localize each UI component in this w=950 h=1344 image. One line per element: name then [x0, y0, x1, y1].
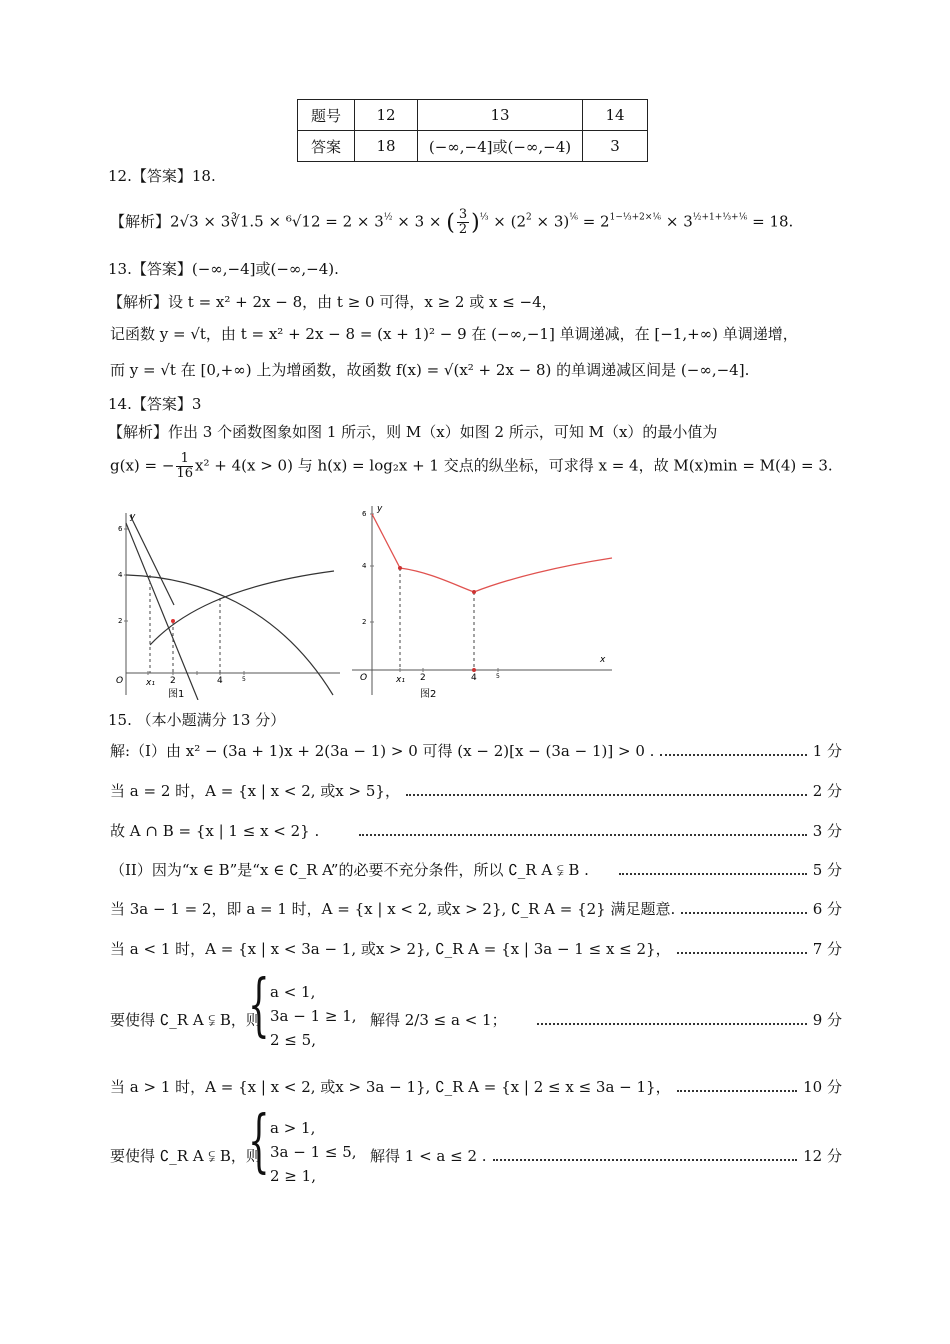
q13-line3: 而 y = √t 在 [0,+∞) 上为增函数，故函数 f(x) = √(x² + 2x − 8) 的单调递减区间是 (−∞,−4].	[110, 361, 750, 379]
q13-answer: 13.【答案】(−∞,−4]或(−∞,−4).	[108, 260, 339, 278]
table-header-row	[298, 100, 648, 131]
origin-label: O	[116, 676, 124, 686]
table-cell: 12	[355, 100, 418, 131]
table-cell: 13	[418, 100, 583, 131]
tick-label: 4	[217, 676, 223, 686]
score: 6 分	[812, 900, 842, 918]
q14-line2: g(x) = − $\frac{1}{16}$ x² + 4(x > 0) 与 h(x) = log₂x + 1 交点的纵坐标，可求得 x = 4，故 M(x)min = M(4) = 3.	[110, 451, 833, 481]
score: 9 分	[812, 1011, 842, 1029]
table-cell: 14	[583, 100, 648, 131]
line-curve-2	[130, 515, 174, 605]
x-axis-label: x	[600, 655, 606, 665]
intersection-point	[171, 619, 175, 623]
q12-result: = 18	[752, 212, 789, 231]
table-answer-row	[298, 131, 648, 162]
q12-answer: 12.【答案】18.	[108, 167, 216, 185]
q14-line1: 【解析】作出 3 个函数图象如图 1 所示，则 M（x）如图 2 所示，可知 M（x）的最小值为	[108, 423, 718, 441]
system-block-1: 要使得 ∁_R A ⫋ B，则 { a < 1, 3a − 1 ≥ 1, 2 ≤ 5, 解得 2/3 ≤ a < 1； 9 分	[0, 976, 950, 1066]
solution-row: 当 a < 1 时，A = {x | x < 3a − 1, 或x > 2}, ∁_R A = {x | 3a − 1 ≤ x ≤ 2}， 7 分	[110, 940, 842, 958]
table-cell: 题号	[298, 100, 355, 131]
solution-row: 故 A ∩ B = {x | 1 ≤ x < 2} . 3 分	[110, 822, 842, 840]
score: 12 分	[803, 1147, 842, 1165]
tick-label: 2	[362, 618, 367, 626]
answer-table	[297, 99, 648, 162]
solution-row: 当 a = 2 时，A = {x | x < 2, 或x > 5}， 2 分	[110, 782, 842, 800]
tick-label: x₁	[396, 675, 405, 685]
vertex-point	[398, 566, 402, 570]
tick-label: 2	[170, 676, 176, 686]
q12-analysis-label: 【解析】	[110, 212, 171, 231]
table-cell: 3	[583, 131, 648, 162]
equation-system: a < 1, 3a − 1 ≥ 1, 2 ≤ 5,	[270, 983, 357, 1049]
score: 2 分	[812, 782, 842, 800]
solution-row: 当 3a − 1 = 2，即 a = 1 时，A = {x | x < 2, 或x > 2}, ∁_R A = {2} 满足题意. 6 分	[110, 900, 842, 918]
min-curve	[372, 514, 612, 592]
figure-2-caption: 图2	[420, 689, 437, 700]
q12-analysis: 【解析】2√3 × 3∛1.5 × $^6√12 = 2 \times 3^{\frac{1}{2}} \times 3$ × ( $\frac{3}{2}$ )$^{\frac{1}{3}} \times (2^2 \times 3)^{\frac{1}{6}} = 2^{1-\frac{1}{3}+2\times\frac{1}{6}} \times 3^{\frac{1}{2}+1+\frac{1}{3}+\frac{1}{6}} = 18$.	[110, 207, 794, 237]
tick-label: 2	[420, 673, 426, 683]
table-cell: 答案	[298, 131, 355, 162]
q13-line1: 【解析】设 t = x² + 2x − 8，由 t ≥ 0 可得，x ≥ 2 或 x ≤ −4，	[108, 293, 557, 311]
tick-label: 6	[118, 525, 123, 533]
solution-row: 解:（I）由 x² − (3a + 1)x + 2(3a − 1) > 0 可得 (x − 2)[x − (3a − 1)] > 0 . 1 分	[110, 742, 842, 760]
score: 3 分	[812, 822, 842, 840]
score: 5 分	[812, 861, 842, 879]
tick-label: 6	[362, 510, 367, 518]
table-cell: 18	[355, 131, 418, 162]
solution-row: 当 a > 1 时，A = {x | x < 2, 或x > 3a − 1}, ∁_R A = {x | 2 ≤ x ≤ 3a − 1}， 10 分	[110, 1078, 842, 1096]
tick-label: 4	[118, 571, 123, 579]
parabola-curve	[126, 575, 333, 695]
origin-label: O	[360, 673, 368, 683]
q14-answer: 14.【答案】3	[108, 395, 202, 413]
y-axis-label: y	[377, 504, 383, 514]
q13-line2: 记函数 y = √t，由 t = x² + 2x − 8 = (x + 1)² − 9 在 (−∞,−1] 单调递减，在 [−1,+∞) 单调递增，	[110, 325, 798, 343]
score: 7 分	[812, 940, 842, 958]
figure-1-caption: 图1	[168, 689, 185, 700]
minimum-point	[472, 590, 476, 594]
tick-label: 4	[362, 562, 367, 570]
tick-label: x₁	[146, 678, 155, 688]
tick-label: 5	[496, 673, 500, 680]
system-block-2: 要使得 ∁_R A ⫋ B，则 { a > 1, 3a − 1 ≤ 5, 2 ≥ 1, 解得 1 < a ≤ 2 . 12 分	[0, 1112, 950, 1202]
score: 10 分	[803, 1078, 842, 1096]
log-curve	[150, 571, 334, 645]
tick-label: 5	[242, 676, 246, 683]
score: 1 分	[812, 742, 842, 760]
axis-point	[472, 668, 476, 672]
figure-1	[108, 505, 344, 700]
solution-row: （II）因为“x ∈ B”是“x ∈ ∁_R A”的必要不充分条件，所以 ∁_R A ⫋ B . 5 分	[110, 861, 842, 879]
equation-system: a > 1, 3a − 1 ≤ 5, 2 ≥ 1,	[270, 1119, 357, 1185]
tick-label: 2	[118, 617, 123, 625]
q15-title: 15. （本小题满分 13 分）	[108, 711, 286, 729]
tick-label: 4	[471, 673, 477, 683]
figure-2	[350, 500, 618, 700]
y-axis-label: y	[130, 512, 136, 522]
table-cell: (−∞,−4]或(−∞,−4)	[418, 131, 583, 162]
